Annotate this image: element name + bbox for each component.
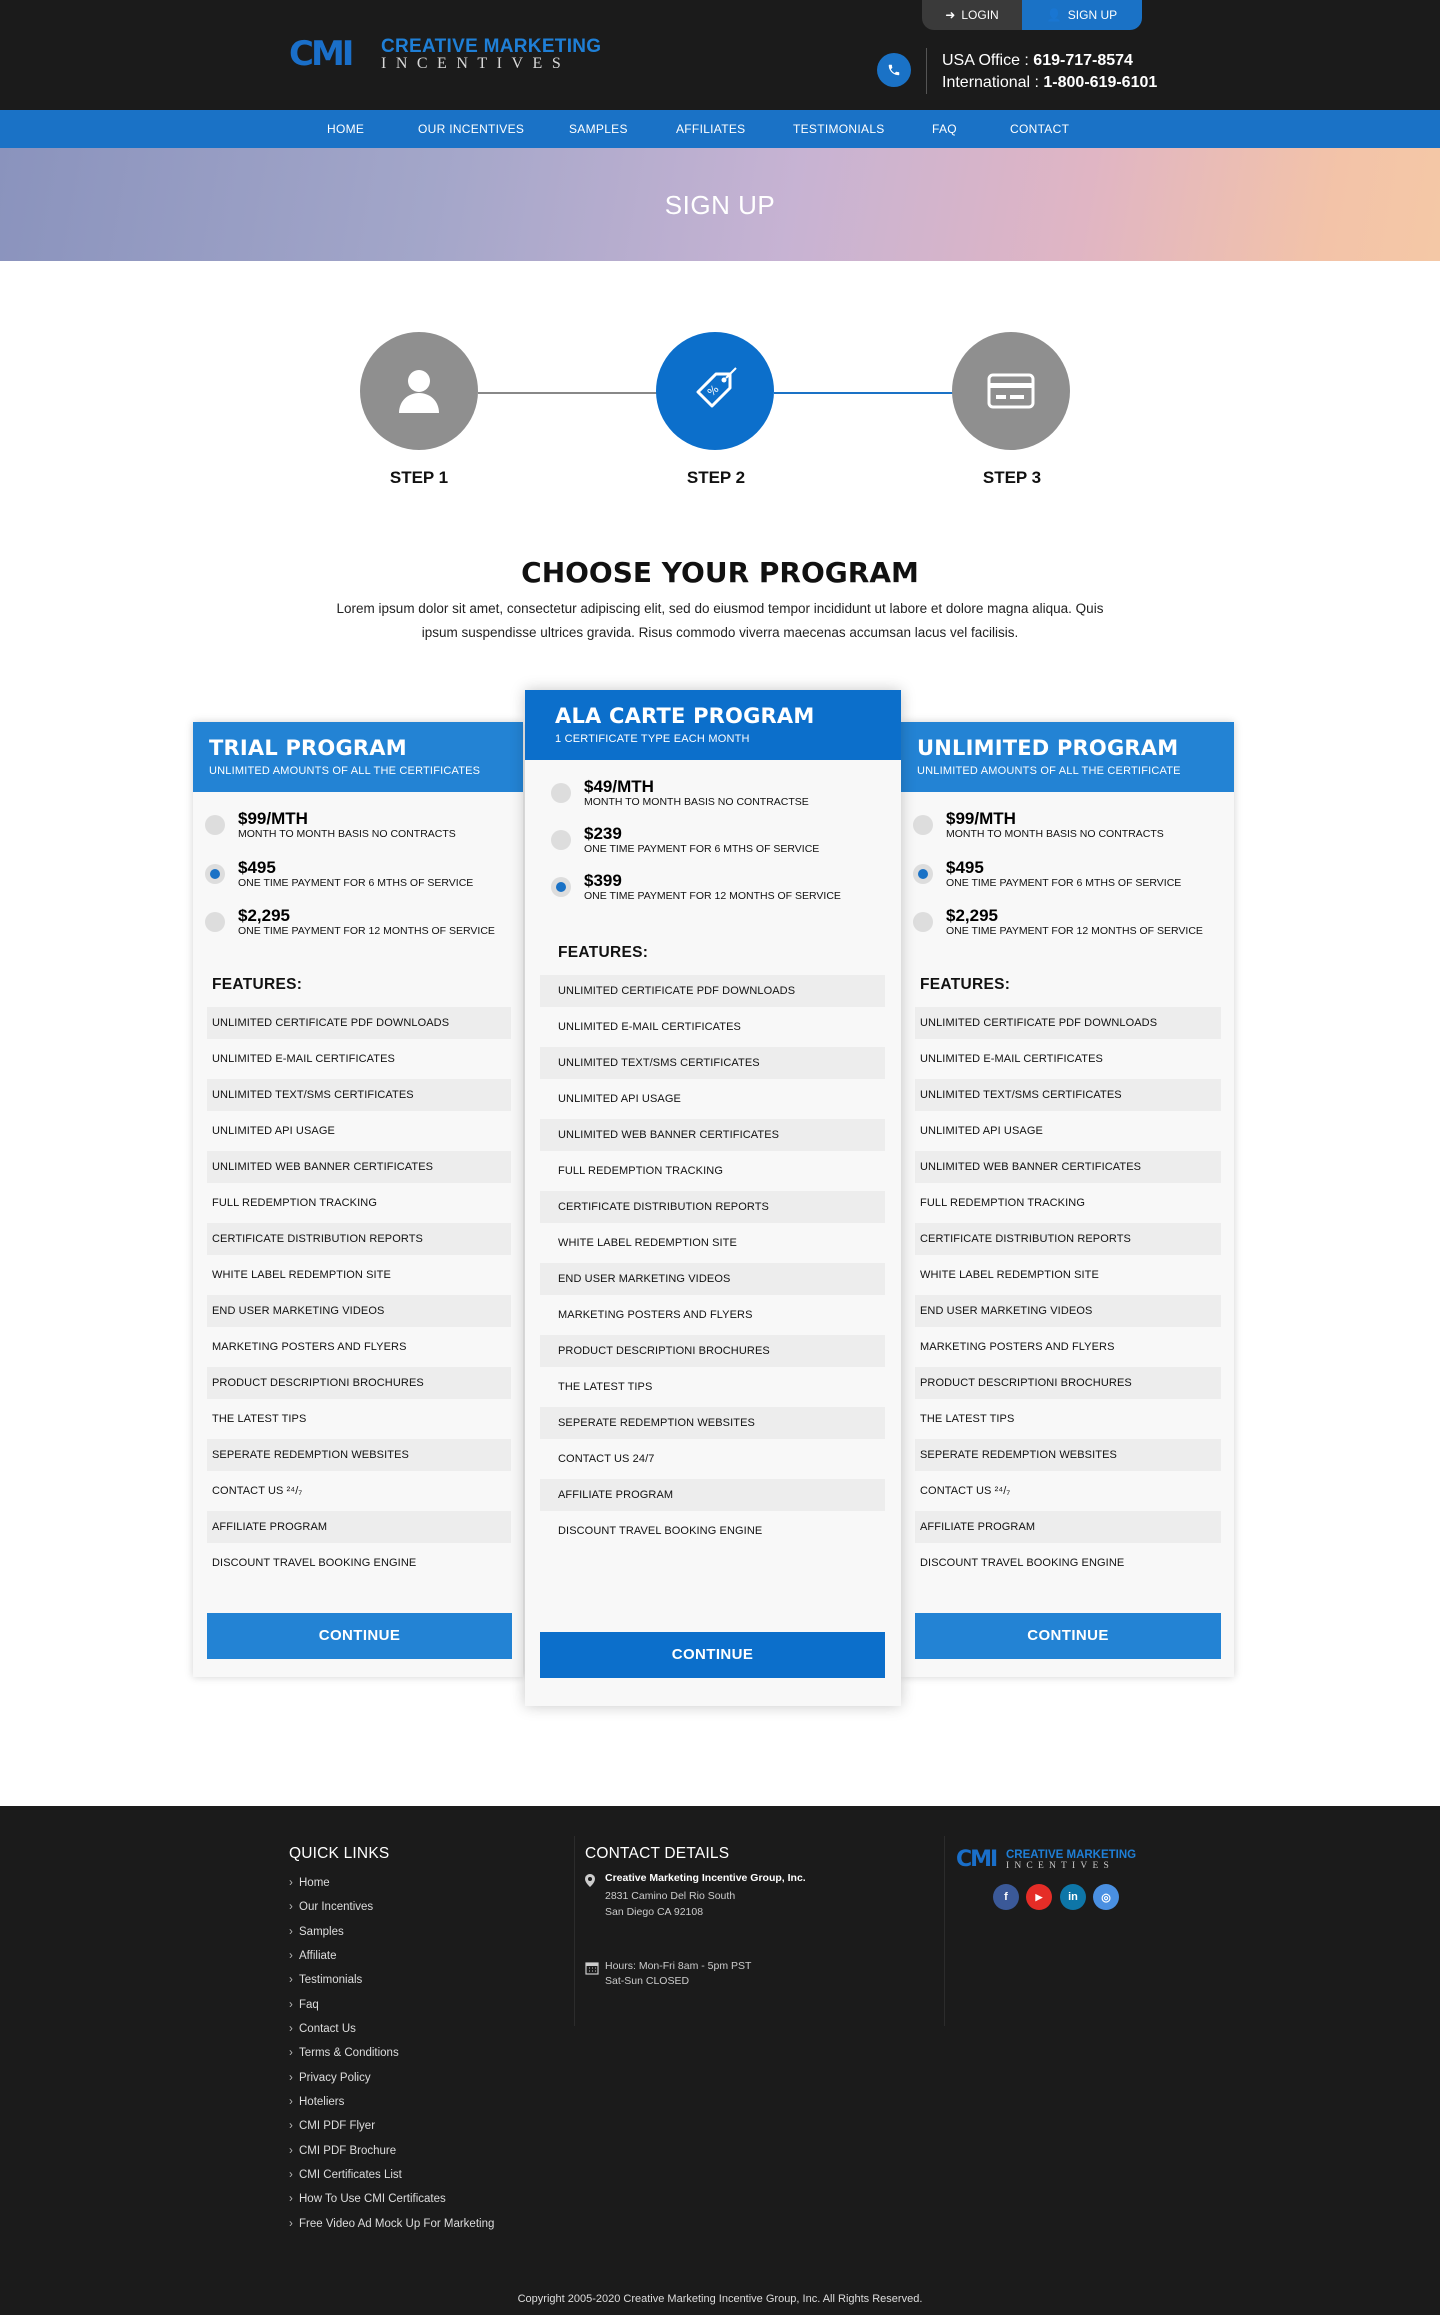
feature-item: AFFILIATE PROGRAM	[540, 1479, 885, 1511]
card-header	[525, 690, 901, 760]
price-option[interactable]	[205, 859, 473, 889]
feature-item: UNLIMITED CERTIFICATE PDF DOWNLOADS	[540, 975, 885, 1007]
footer-link[interactable]: › Testimonials	[289, 1970, 362, 1990]
feature-item: WHITE LABEL REDEMPTION SITE	[920, 1269, 1099, 1281]
chevron-right-icon: ›	[289, 2023, 293, 2035]
price-option[interactable]	[913, 907, 1203, 937]
hero-banner	[0, 148, 1440, 261]
footer-link[interactable]: › CMI PDF Brochure	[289, 2141, 396, 2161]
page-title: SIGN UP	[664, 190, 776, 220]
feature-item: AFFILIATE PROGRAM	[207, 1511, 511, 1543]
footer-link[interactable]: › Samples	[289, 1922, 344, 1942]
youtube-icon[interactable]: ▶	[1026, 1884, 1052, 1910]
feature-item: MARKETING POSTERS AND FLYERS	[920, 1341, 1115, 1353]
linkedin-icon[interactable]: in	[1060, 1884, 1086, 1910]
main-nav	[0, 110, 1440, 148]
footer-link[interactable]: › Home	[289, 1873, 330, 1893]
radio-button-selected[interactable]	[205, 864, 225, 884]
nav-faq[interactable]: FAQ	[932, 122, 957, 136]
step-connector-1	[478, 392, 658, 394]
feature-item: UNLIMITED E-MAIL CERTIFICATES	[212, 1053, 395, 1065]
price: $2,295	[238, 906, 290, 925]
price-desc: MONTH TO MONTH BASIS NO CONTRACTSE	[584, 796, 809, 808]
card-header	[193, 722, 523, 792]
footer-link[interactable]: › Free Video Ad Mock Up For Marketing	[289, 2214, 494, 2234]
signup-label: SIGN UP	[1067, 8, 1118, 22]
feature-item: THE LATEST TIPS	[212, 1413, 307, 1425]
login-label: LOGIN	[961, 8, 999, 22]
price-option[interactable]	[551, 872, 841, 902]
ala-carte-program-card	[525, 690, 901, 1706]
user-icon	[397, 367, 441, 415]
chevron-right-icon: ›	[289, 1999, 293, 2011]
price: $495	[238, 858, 276, 877]
site-header	[0, 0, 1440, 110]
section-description: Lorem ipsum dolor sit amet, consectetur adipiscing elit, sed do eiusmod tempor incididunt ut labore et dolore magna aliqua. Quis ipsum suspendisse ultrices gravida. Risus commodo viverra maecenas accumsan lacus vel facilisis.	[336, 601, 1104, 640]
price: $99/MTH	[946, 809, 1016, 828]
feature-item: UNLIMITED WEB BANNER CERTIFICATES	[207, 1151, 511, 1183]
feature-item: PRODUCT DESCRIPTIONI BROCHURES	[207, 1367, 511, 1399]
header-divider	[926, 48, 927, 94]
price-desc: ONE TIME PAYMENT FOR 12 MONTHS OF SERVICE	[584, 890, 841, 902]
feature-item: MARKETING POSTERS AND FLYERS	[212, 1341, 407, 1353]
feature-item: UNLIMITED E-MAIL CERTIFICATES	[558, 1021, 741, 1033]
header-contact	[942, 50, 1157, 94]
phone-icon	[877, 53, 911, 87]
feature-item: UNLIMITED WEB BANNER CERTIFICATES	[915, 1151, 1221, 1183]
feature-item: END USER MARKETING VIDEOS	[540, 1263, 885, 1295]
feature-item: SEPERATE REDEMPTION WEBSITES	[540, 1407, 885, 1439]
price-desc: MONTH TO MONTH BASIS NO CONTRACTS	[946, 828, 1164, 840]
chevron-right-icon: ›	[289, 2169, 293, 2181]
footer-link[interactable]: › How To Use CMI Certificates	[289, 2189, 446, 2209]
footer-logo-mark: CMI	[956, 1847, 997, 1872]
continue-button[interactable]: CONTINUE	[915, 1613, 1221, 1659]
feature-item: AFFILIATE PROGRAM	[915, 1511, 1221, 1543]
feature-item: END USER MARKETING VIDEOS	[207, 1295, 511, 1327]
feature-item: DISCOUNT TRAVEL BOOKING ENGINE	[212, 1557, 417, 1569]
radio-button[interactable]	[551, 783, 571, 803]
feature-item: FULL REDEMPTION TRACKING	[920, 1197, 1085, 1209]
chevron-right-icon: ›	[289, 2120, 293, 2132]
nav-samples[interactable]: SAMPLES	[569, 122, 628, 136]
price-option[interactable]	[205, 907, 495, 937]
nav-our-incentives[interactable]: OUR INCENTIVES	[418, 122, 525, 136]
chevron-right-icon: ›	[289, 2072, 293, 2084]
feature-item: WHITE LABEL REDEMPTION SITE	[212, 1269, 391, 1281]
price: $49/MTH	[584, 777, 654, 796]
location-pin-icon	[585, 1874, 595, 1890]
feature-item: CONTACT US ²⁴/₇	[920, 1485, 1011, 1497]
card-title: ALA CARTE PROGRAM	[555, 704, 815, 728]
logo-line2: INCENTIVES	[381, 54, 571, 72]
footer-link[interactable]: › Contact Us	[289, 2019, 356, 2039]
chevron-right-icon: ›	[289, 2047, 293, 2059]
step-1-circle	[360, 332, 478, 450]
footer-divider	[574, 1836, 575, 2026]
credit-card-icon	[986, 371, 1036, 411]
add-user-icon: 👤	[1046, 8, 1062, 22]
footer-link[interactable]: › CMI Certificates List	[289, 2165, 402, 2185]
footer-logo[interactable]	[956, 1847, 1136, 1872]
price-desc: MONTH TO MONTH BASIS NO CONTRACTS	[238, 828, 456, 840]
radio-button[interactable]	[913, 815, 933, 835]
feature-item: CONTACT US ²⁴/₇	[212, 1485, 303, 1497]
price-option[interactable]	[913, 810, 1164, 840]
signup-button[interactable]	[1022, 0, 1142, 30]
footer-link[interactable]: › Our Incentives	[289, 1897, 373, 1917]
feature-item: UNLIMITED API USAGE	[920, 1125, 1043, 1137]
step-3-label: STEP 3	[982, 468, 1042, 487]
features-heading: FEATURES:	[212, 976, 303, 993]
calendar-icon	[585, 1961, 599, 1980]
footer-link[interactable]: › Affiliate	[289, 1946, 337, 1966]
radio-button[interactable]	[913, 912, 933, 932]
nav-contact[interactable]: CONTACT	[1010, 122, 1070, 136]
section-title: CHOOSE YOUR PROGRAM	[521, 556, 919, 589]
footer-link[interactable]: › Faq	[289, 1995, 319, 2015]
company-name: Creative Marketing Incentive Group, Inc.	[605, 1872, 806, 1884]
features-heading: FEATURES:	[558, 944, 649, 961]
usa-phone[interactable]: 619-717-8574	[1033, 52, 1133, 69]
price-desc: ONE TIME PAYMENT FOR 6 MTHS OF SERVICE	[238, 877, 474, 889]
svg-text:%: %	[704, 382, 722, 399]
radio-button[interactable]	[205, 815, 225, 835]
step-1-label: STEP 1	[389, 468, 449, 487]
features-heading: FEATURES:	[920, 976, 1011, 993]
login-button[interactable]	[922, 0, 1022, 30]
chevron-right-icon: ›	[289, 1974, 293, 1986]
chevron-right-icon: ›	[289, 2218, 293, 2230]
price-option[interactable]	[205, 810, 456, 840]
card-header	[901, 722, 1234, 792]
feature-item: CERTIFICATE DISTRIBUTION REPORTS	[540, 1191, 885, 1223]
intl-label: International :	[942, 74, 1044, 91]
price-desc: ONE TIME PAYMENT FOR 6 MTHS OF SERVICE	[584, 843, 820, 855]
footer-link[interactable]: › CMI PDF Flyer	[289, 2116, 375, 2136]
site-logo[interactable]	[289, 36, 601, 72]
chevron-right-icon: ›	[289, 1901, 293, 1913]
continue-button[interactable]: CONTINUE	[207, 1613, 512, 1659]
footer-logo-line2: INCENTIVES	[1006, 1860, 1114, 1871]
radio-button-selected[interactable]	[551, 877, 571, 897]
continue-button[interactable]: CONTINUE	[540, 1632, 885, 1678]
logo-mark: CMI	[289, 34, 352, 74]
logo-line1: CREATIVE MARKETING	[381, 35, 602, 57]
facebook-icon[interactable]: f	[993, 1884, 1019, 1910]
feature-item: DISCOUNT TRAVEL BOOKING ENGINE	[920, 1557, 1125, 1569]
contact-details-title: CONTACT DETAILS	[585, 1845, 730, 1862]
price-option[interactable]	[551, 778, 809, 808]
price-desc: ONE TIME PAYMENT FOR 12 MONTHS OF SERVICE	[946, 925, 1203, 937]
feature-item: FULL REDEMPTION TRACKING	[212, 1197, 377, 1209]
footer-link[interactable]: › Privacy Policy	[289, 2068, 371, 2088]
feature-item: SEPERATE REDEMPTION WEBSITES	[207, 1439, 511, 1471]
account-bar	[922, 0, 1142, 30]
feature-item: CONTACT US 24/7	[558, 1453, 655, 1465]
price-option[interactable]	[913, 859, 1181, 889]
feature-item: CERTIFICATE DISTRIBUTION REPORTS	[915, 1223, 1221, 1255]
trial-program-card	[193, 722, 523, 1677]
feature-item: PRODUCT DESCRIPTIONI BROCHURES	[540, 1335, 885, 1367]
chevron-right-icon: ›	[289, 2096, 293, 2108]
address-line-1: 2831 Camino Del Rio South	[605, 1890, 736, 1902]
nav-home[interactable]: HOME	[327, 122, 365, 136]
hours-weekday: Hours: Mon-Fri 8am - 5pm PST	[605, 1960, 752, 1972]
card-title: UNLIMITED PROGRAM	[917, 736, 1179, 760]
price-option[interactable]	[551, 825, 819, 855]
chevron-right-icon: ›	[289, 2193, 293, 2205]
feature-item: WHITE LABEL REDEMPTION SITE	[558, 1237, 737, 1249]
feature-item: THE LATEST TIPS	[558, 1381, 653, 1393]
nav-affiliates[interactable]: AFFILIATES	[676, 122, 746, 136]
price: $399	[584, 871, 622, 890]
feature-item: UNLIMITED WEB BANNER CERTIFICATES	[540, 1119, 885, 1151]
instagram-icon[interactable]: ◎	[1093, 1884, 1119, 1910]
price-desc: ONE TIME PAYMENT FOR 12 MONTHS OF SERVICE	[238, 925, 495, 937]
price: $239	[584, 824, 622, 843]
address-line-2: San Diego CA 92108	[605, 1906, 704, 1918]
copyright: Copyright 2005-2020 Creative Marketing Incentive Group, Inc. All Rights Reserved.	[517, 2293, 923, 2305]
unlimited-program-card	[901, 722, 1234, 1677]
card-subtitle: UNLIMITED AMOUNTS OF ALL THE CERTIFICATES	[209, 765, 481, 777]
card-subtitle: 1 CERTIFICATE TYPE EACH MONTH	[555, 733, 750, 745]
step-connector-2	[774, 392, 954, 394]
feature-item: UNLIMITED CERTIFICATE PDF DOWNLOADS	[915, 1007, 1221, 1039]
radio-button[interactable]	[551, 830, 571, 850]
feature-item: END USER MARKETING VIDEOS	[915, 1295, 1221, 1327]
step-3-circle	[952, 332, 1070, 450]
feature-item: UNLIMITED TEXT/SMS CERTIFICATES	[540, 1047, 885, 1079]
feature-item: UNLIMITED API USAGE	[558, 1093, 681, 1105]
card-subtitle: UNLIMITED AMOUNTS OF ALL THE CERTIFICATE	[917, 765, 1181, 777]
footer-logo-line1: CREATIVE MARKETING	[1006, 1848, 1137, 1861]
radio-button[interactable]	[205, 912, 225, 932]
chevron-right-icon: ›	[289, 2145, 293, 2157]
feature-item: PRODUCT DESCRIPTIONI BROCHURES	[915, 1367, 1221, 1399]
card-title: TRIAL PROGRAM	[209, 736, 407, 760]
feature-item: FULL REDEMPTION TRACKING	[558, 1165, 723, 1177]
feature-item: DISCOUNT TRAVEL BOOKING ENGINE	[558, 1525, 763, 1537]
nav-testimonials[interactable]: TESTIMONIALS	[793, 122, 885, 136]
feature-item: UNLIMITED TEXT/SMS CERTIFICATES	[915, 1079, 1221, 1111]
step-2-circle	[656, 332, 774, 450]
footer-link[interactable]: › Hoteliers	[289, 2092, 344, 2112]
feature-item: SEPERATE REDEMPTION WEBSITES	[915, 1439, 1221, 1471]
price: $99/MTH	[238, 809, 308, 828]
quick-links-title: QUICK LINKS	[289, 1845, 390, 1862]
feature-item: UNLIMITED CERTIFICATE PDF DOWNLOADS	[207, 1007, 511, 1039]
feature-item: UNLIMITED TEXT/SMS CERTIFICATES	[207, 1079, 511, 1111]
price: $495	[946, 858, 984, 877]
radio-button-selected[interactable]	[913, 864, 933, 884]
feature-item: UNLIMITED API USAGE	[212, 1125, 335, 1137]
intl-phone[interactable]: 1-800-619-6101	[1043, 74, 1158, 91]
price: $2,295	[946, 906, 998, 925]
footer-link[interactable]: › Terms & Conditions	[289, 2043, 399, 2063]
footer-divider	[944, 1836, 945, 2026]
hours-weekend: Sat-Sun CLOSED	[605, 1975, 690, 1987]
usa-label: USA Office :	[942, 52, 1034, 69]
feature-item: CERTIFICATE DISTRIBUTION REPORTS	[207, 1223, 511, 1255]
feature-item: UNLIMITED E-MAIL CERTIFICATES	[920, 1053, 1103, 1065]
step-2-label: STEP 2	[686, 468, 746, 487]
price-tag-icon	[690, 366, 740, 416]
feature-item: THE LATEST TIPS	[920, 1413, 1015, 1425]
price-desc: ONE TIME PAYMENT FOR 6 MTHS OF SERVICE	[946, 877, 1182, 889]
feature-item: MARKETING POSTERS AND FLYERS	[558, 1309, 753, 1321]
chevron-right-icon: ›	[289, 1926, 293, 1938]
login-icon: ➜	[945, 8, 956, 22]
chevron-right-icon: ›	[289, 1877, 293, 1889]
chevron-right-icon: ›	[289, 1950, 293, 1962]
